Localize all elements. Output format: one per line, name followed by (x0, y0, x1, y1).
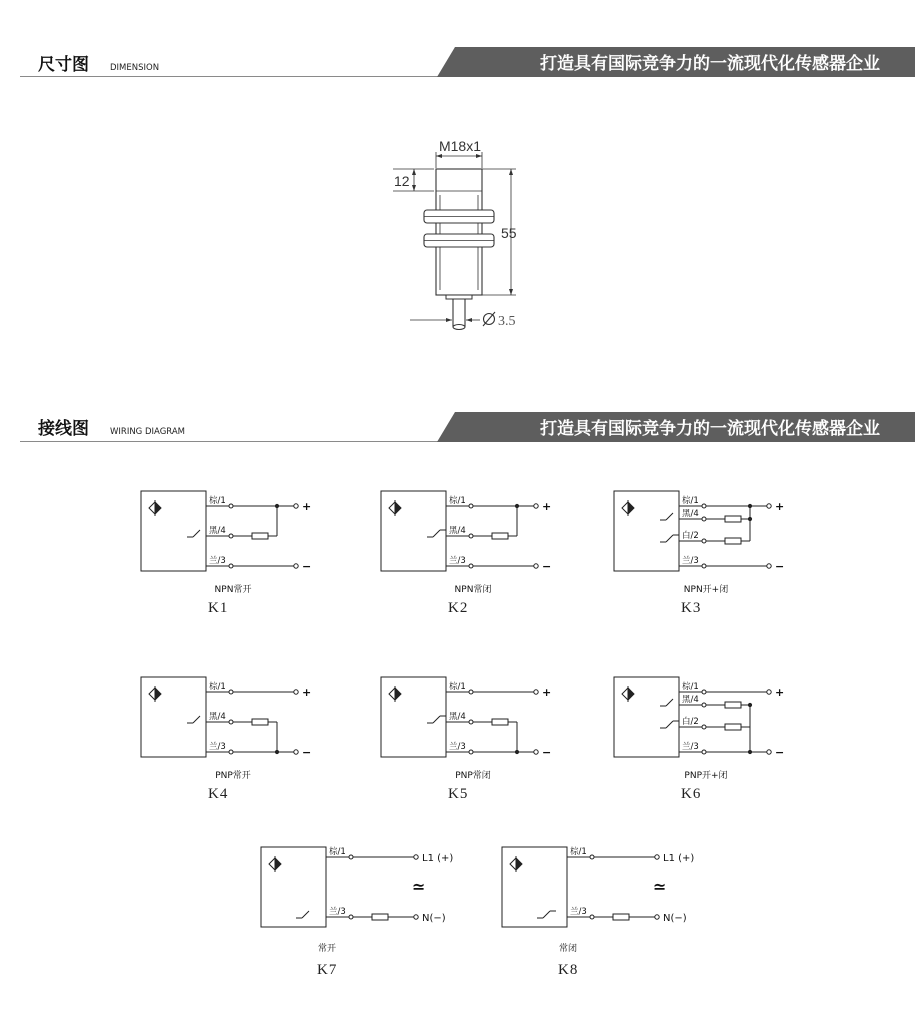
resistor (252, 719, 268, 725)
wire-label-black: 黑/4 (449, 526, 466, 536)
thread-length-label: 12 (394, 173, 410, 189)
thread-size-label: M18x1 (438, 138, 482, 154)
slogan-text-wiring: 打造具有国际竞争力的一流现代化传感器企业 (540, 419, 880, 439)
terminal-minus: − (775, 560, 785, 573)
wire-label-blue: 兰/3 (209, 742, 226, 752)
terminal-l1: L1 (+) (422, 853, 454, 864)
sensor-box (261, 847, 326, 927)
section-header-wiring (20, 412, 915, 442)
diagram-caption: PNP开+闭 (684, 771, 728, 781)
wire-label-white: 白/2 (682, 531, 699, 541)
diagram-caption: PNP常闭 (455, 771, 491, 781)
section-title-dimension: 尺寸图 (38, 55, 89, 75)
wire-label-blue: 兰/3 (449, 742, 466, 752)
wire-label-black: 黑/4 (449, 712, 466, 722)
wire-label-black: 黑/4 (209, 526, 226, 536)
wire-label-blue: 兰/3 (449, 556, 466, 566)
sensor-box (614, 491, 679, 571)
wiring-diagram-k6 (614, 677, 784, 802)
terminal-plus: + (302, 686, 312, 699)
diagram-code: K8 (558, 962, 579, 978)
resistor (725, 724, 741, 730)
cable-diameter-label: 3.5 (498, 314, 516, 329)
diagram-caption: 常开 (317, 944, 337, 954)
diagram-caption: NPN常闭 (454, 585, 492, 595)
resistor (492, 719, 508, 725)
total-length-label: 55 (501, 225, 517, 241)
wire-label-blue: 兰/3 (570, 907, 587, 917)
diagram-code: K7 (317, 962, 338, 978)
wire-label-brown: 棕/1 (209, 496, 226, 506)
wire-label-brown: 棕/1 (209, 682, 226, 692)
wiring-diagram-k2 (381, 491, 551, 616)
resistor (725, 702, 741, 708)
wire-label-blue: 兰/3 (682, 556, 699, 566)
terminal-plus: + (302, 500, 312, 513)
wire-label-brown: 棕/1 (682, 682, 699, 692)
terminal-plus: + (542, 686, 552, 699)
resistor (492, 533, 508, 539)
wiring-diagram-k5 (381, 677, 551, 802)
wire-label-black: 黑/4 (682, 695, 699, 705)
sensor-box (141, 677, 206, 757)
section-subtitle-dimension: DIMENSION (110, 63, 160, 73)
diagram-code: K5 (448, 786, 469, 802)
sensor-box (381, 491, 446, 571)
wiring-diagram-k8 (502, 846, 694, 978)
resistor (725, 516, 741, 522)
section-header-dimension (20, 47, 915, 77)
wire-label-blue: 兰/3 (209, 556, 226, 566)
terminal-minus: − (302, 560, 312, 573)
terminal-minus: − (302, 746, 312, 759)
diagram-caption: PNP常开 (215, 771, 251, 781)
terminal-n: N(−) (422, 913, 446, 924)
diagram-caption: NPN常开 (214, 585, 252, 595)
wiring-diagram-k4 (141, 677, 311, 802)
wire-label-blue: 兰/3 (682, 742, 699, 752)
diagram-code: K4 (208, 786, 229, 802)
diagram-caption: 常闭 (558, 944, 578, 954)
terminal-plus: + (542, 500, 552, 513)
section-title-wiring: 接线图 (38, 419, 89, 439)
slogan-text-dimension: 打造具有国际竞争力的一流现代化传感器企业 (540, 54, 880, 74)
wire-label-brown: 棕/1 (682, 496, 699, 506)
resistor (372, 914, 388, 920)
wire-label-black: 黑/4 (682, 509, 699, 519)
terminal-minus: − (775, 746, 785, 759)
ac-symbol: ≃ (412, 877, 426, 896)
ac-symbol: ≃ (653, 877, 667, 896)
diagram-code: K3 (681, 600, 702, 616)
terminal-l1: L1 (+) (663, 853, 695, 864)
wiring-diagram-k7 (261, 846, 453, 978)
terminal-n: N(−) (663, 913, 687, 924)
wire-label-white: 白/2 (682, 717, 699, 727)
wire-label-blue: 兰/3 (329, 907, 346, 917)
wiring-diagrams (141, 491, 784, 978)
wire-label-brown: 棕/1 (449, 496, 466, 506)
terminal-minus: − (542, 560, 552, 573)
resistor (613, 914, 629, 920)
section-subtitle-wiring: WIRING DIAGRAM (110, 427, 185, 437)
diagram-code: K6 (681, 786, 702, 802)
terminal-plus: + (775, 686, 785, 699)
terminal-minus: − (542, 746, 552, 759)
diagram-caption: NPN开+闭 (683, 585, 729, 595)
resistor (252, 533, 268, 539)
terminal-plus: + (775, 500, 785, 513)
wire-label-brown: 棕/1 (449, 682, 466, 692)
sensor-box (502, 847, 567, 927)
sensor-body (436, 169, 482, 295)
wiring-diagram-k3 (614, 491, 784, 616)
wire-label-brown: 棕/1 (570, 847, 587, 857)
wire-label-brown: 棕/1 (329, 847, 346, 857)
wiring-diagram-k1 (141, 491, 311, 616)
sensor-box (141, 491, 206, 571)
dimension-drawing (393, 138, 517, 330)
wire-label-black: 黑/4 (209, 712, 226, 722)
resistor (725, 538, 741, 544)
sensor-box (614, 677, 679, 757)
diagram-code: K1 (208, 600, 229, 616)
sensor-box (381, 677, 446, 757)
diagram-code: K2 (448, 600, 469, 616)
